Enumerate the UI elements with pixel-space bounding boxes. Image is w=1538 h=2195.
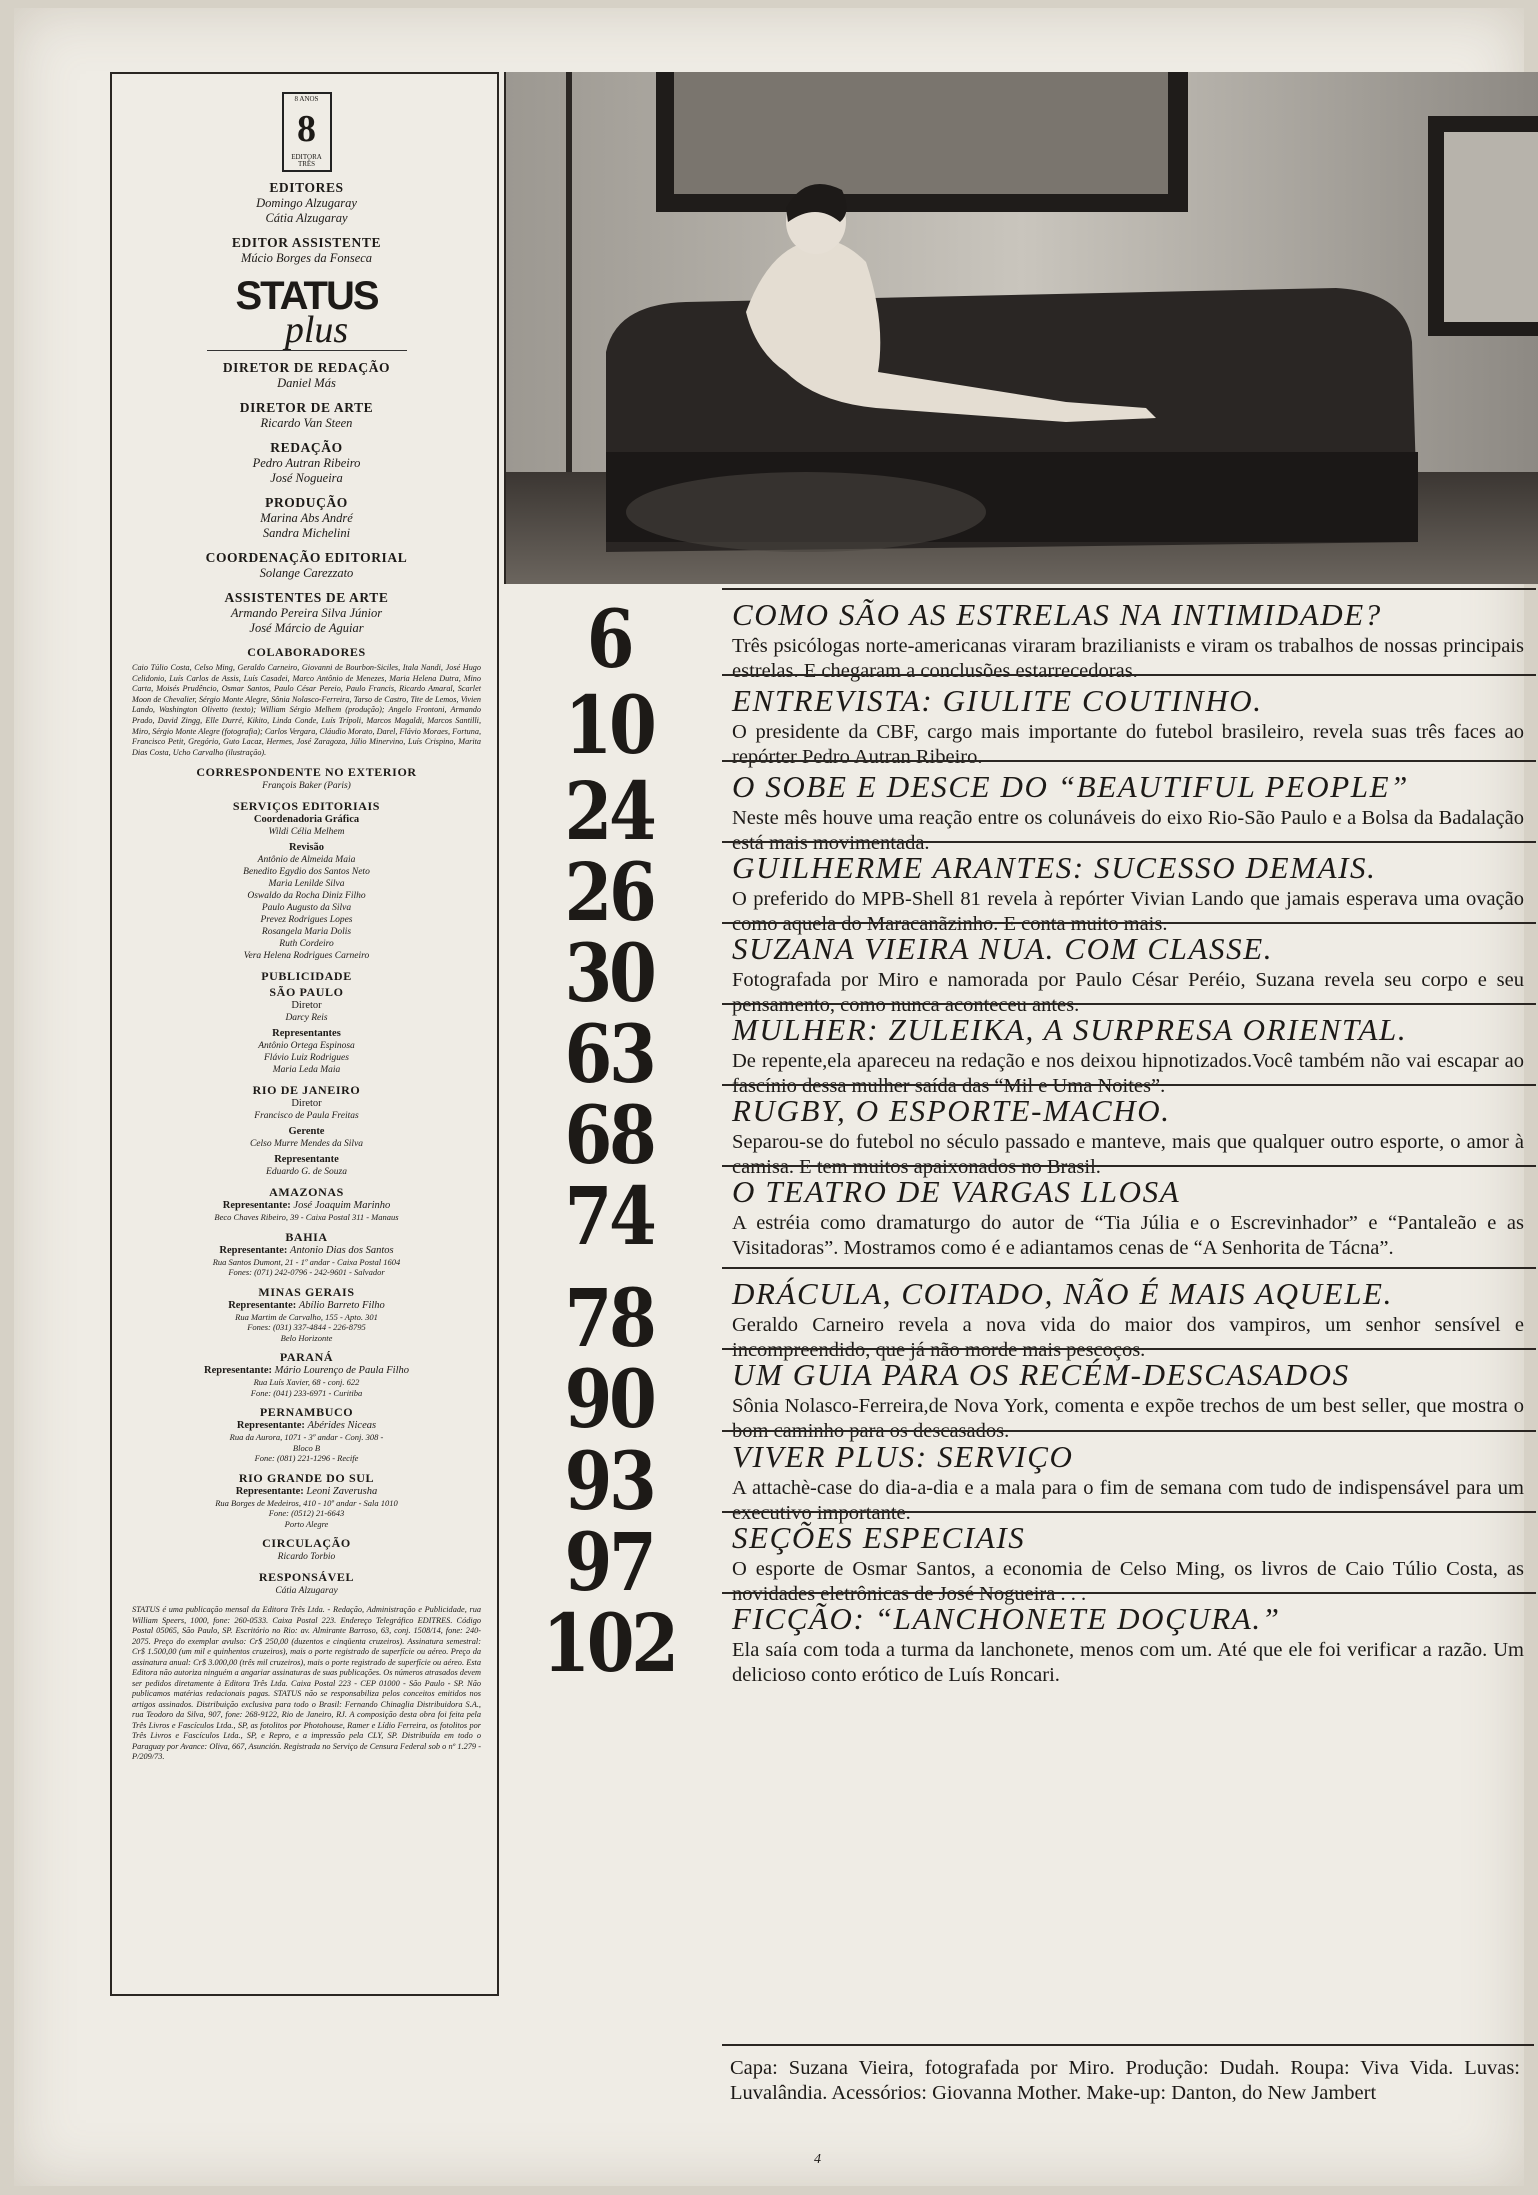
sp-representante-name: Antônio Ortega Espinosa (258, 1041, 355, 1052)
rio-gerente-name: Celso Murre Mendes da Silva (249, 1139, 364, 1150)
entry-description: Três psicólogas norte-americanas viraram brazilianists e viram os trabalhos de nossas principais estrelas. E chegaram a conclusões estarrecedoras. (732, 635, 1524, 682)
entry-rule (722, 1165, 1536, 1167)
region-name: BAHIA (285, 1229, 328, 1244)
entry-title: UM GUIA PARA OS RECÉM-DESCASADOS (732, 1357, 1350, 1392)
redacao-name: José Nogueira (270, 471, 343, 485)
circulacao-name: Ricardo Torbio (277, 1552, 336, 1563)
region-address: Fones: (031) 337-4844 - 226-8795 (247, 1322, 366, 1333)
region-representative (132, 1365, 481, 1377)
sp-representante-name: Flávio Luiz Rodrigues (264, 1053, 349, 1064)
region-representative (132, 1300, 481, 1312)
entry-title: MULHER: ZULEIKA, A SURPRESA ORIENTAL. (732, 1012, 1408, 1047)
entry-rule (722, 760, 1536, 762)
region-name: PARANÁ (279, 1350, 334, 1365)
legal-notice: STATUS é uma publicação mensal da Editora Três Ltda. - Redação, Administração e Publicidade, rua William Speers, 1000, fone: 260-0533. Caixa Postal 223. Endereço Telegráfico EDITRES. Código Postal 05065, São Paulo, SP. Escritório no Rio: av. Almirante Barroso, 63, conj. 1508/14, fone: 240-2075. Preço do exemplar avulso: Cr$ 250,00 (duzentos e cinqüenta cruzeiros). Assinatura semestral: Cr$ 1.500,00 (um mil e quinhentos cruzeiros), mais o porte registrado de superfície ou aéreo. Preço da assinatura anual: Cr$ 3.000,00 (três mil cruzeiros), mais o porte registrado de superfície ou aéreo. Esta Editora não autoriza ninguém a angariar assinaturas de suas publicações. Os números atrasados devem ser pedidos diretamente à Editora Três Ltda. Caixa Postal 223 - CEP 01000 - São Paulo - SP. Não publicamos matérias redacionais pagas. STATUS não se responsabiliza pelos conceitos emitidos nos artigos assinados. Distribuição exclusiva para todo o Brasil: Fernando Chinaglia Distribuidora S.A., rua Teodoro da Silva, 907, fone: 268-9122, Rio de Janeiro, RJ. A composição desta obra foi feita pela Três Livros e Fascículos Ltda., SP, as fotolitos por Photohouse, Ramer e Lídio Ferreira, os fotolitos por Três Livros e Fascículos Ltda., SP, e Repro, e a impressão pela CLY, SP. Distribuída em todo o Paraguay por Avance: Oliva, 667, Asunción. Registrada no Serviço de Censura Federal sob o nº 1.279 - P/209/73. (132, 1605, 481, 1762)
editor-assistente-name: Múcio Borges da Fonseca (240, 251, 373, 265)
entry-rule (722, 1430, 1536, 1432)
region-name: MINAS GERAIS (258, 1284, 355, 1299)
assistente-arte-name: Armando Pereira Silva Júnior (230, 606, 383, 620)
entry-rule (722, 1003, 1536, 1005)
rio-diretor-label: Diretor (291, 1098, 322, 1110)
region-representative (132, 1200, 481, 1212)
diretor-arte-label: DIRETOR DE ARTE (239, 400, 374, 415)
page-number-large: 97 (564, 1515, 654, 1609)
region-name: AMAZONAS (269, 1185, 344, 1200)
entry-rule (722, 841, 1536, 843)
region-representative (132, 1420, 481, 1432)
representante-prefix: Representante: (219, 1244, 288, 1256)
masthead-column (110, 72, 499, 1996)
painting (674, 72, 1168, 194)
page-number-large: 10 (564, 678, 654, 772)
entry-rule (722, 1511, 1536, 1513)
region-address: Belo Horizonte (280, 1332, 333, 1343)
entry-description: Fotografada por Miro e namorada por Paulo César Peréio, Suzana revela seu corpo e seu pensamento, como nunca aconteceu antes. (732, 969, 1524, 1016)
circulacao-label: CIRCULAÇÃO (262, 1536, 351, 1551)
revisao-name: Benedito Egydio dos Santos Neto (243, 867, 370, 878)
coordenacao-name: Solange Carezzato (259, 566, 354, 580)
representative-name: Abérides Niceas (307, 1420, 377, 1432)
revisao-label: Revisão (289, 842, 324, 854)
page-number-large: 26 (564, 845, 654, 939)
entry-title: VIVER PLUS: SERVIÇO (732, 1439, 1074, 1474)
correspondente-name: François Baker (Paris) (262, 781, 351, 792)
representante-prefix: Representante: (203, 1365, 273, 1377)
revisao-name: Oswaldo da Rocha Diniz Filho (247, 891, 366, 902)
entry-title: ENTREVISTA: GIULITE COUTINHO. (732, 683, 1263, 718)
region-address: Rua Martim de Carvalho, 155 - Apto. 301 (235, 1311, 378, 1322)
editor-name: Cátia Alzugaray (265, 211, 348, 225)
servicos-label: SERVIÇOS EDITORIAIS (232, 799, 381, 814)
revisao-name: Paulo Augusto da Silva (261, 903, 352, 914)
page-number: 4 (814, 2152, 821, 2167)
status-logo: STATUS (235, 274, 378, 318)
rio-representante-label: Representante (274, 1154, 339, 1166)
region-representative (132, 1486, 481, 1498)
representante-prefix: Representante: (236, 1420, 305, 1432)
colaboradores-label: COLABORADORES (247, 645, 366, 659)
entry-title: GUILHERME ARANTES: SUCESSO DEMAIS. (732, 850, 1377, 885)
entry-title: SUZANA VIEIRA NUA. COM CLASSE. (732, 931, 1274, 966)
representative-name: Antonio Dias dos Santos (290, 1244, 394, 1256)
entry-rule (722, 1267, 1536, 1269)
redacao-name: Pedro Autran Ribeiro (252, 456, 361, 470)
producao-name: Sandra Michelini (262, 526, 351, 540)
entry-title: DRÁCULA, COITADO, NÃO É MAIS AQUELE. (732, 1276, 1393, 1311)
page-number-large: 90 (564, 1352, 654, 1446)
region-address: Porto Alegre (284, 1518, 329, 1529)
rio-gerente-label: Gerente (288, 1126, 325, 1138)
representante-prefix: Representante: (228, 1299, 297, 1311)
revisao-name: Antônio de Almeida Maia (257, 855, 356, 866)
coord-grafica-label: Coordenadoria Gráfica (253, 814, 360, 826)
revisao-name: Prevez Rodrigues Lopes (260, 915, 353, 926)
correspondente-label: CORRESPONDENTE NO EXTERIOR (196, 765, 417, 780)
page-number-large: 6 (586, 592, 632, 686)
page-number-large: 78 (564, 1271, 654, 1365)
region-address: Fone: (081) 221-1296 - Recife (254, 1453, 359, 1464)
page-number-large: 102 (542, 1596, 676, 1690)
entry-title: SEÇÕES ESPECIAIS (732, 1520, 1026, 1555)
logo-number: 8 (297, 107, 316, 150)
entry-description: Geraldo Carneiro revela a nova vida do maior dos vampiros, um senhor sensível e incompreendido, que já não morde mais pescoços. (732, 1314, 1524, 1361)
revisao-name: Vera Helena Rodrigues Carneiro (243, 951, 370, 962)
cover-photo (504, 72, 1538, 584)
entry-title: O SOBE E DESCE DO “BEAUTIFUL PEOPLE” (732, 769, 1410, 804)
entry-rule (722, 1592, 1536, 1594)
editor-assistente-label: EDITOR ASSISTENTE (231, 235, 382, 250)
entry-description: Ela saía com toda a turma da lanchonete, menos com um. Até que ele foi verificar a razão. Um delicioso conto erótico de Luís Roncari. (732, 1639, 1524, 1686)
entry-rule (722, 922, 1536, 924)
rio-representante-name: Eduardo G. de Souza (266, 1167, 347, 1178)
representative-name: José Joaquim Marinho (293, 1200, 391, 1212)
editores-label: EDITORES (269, 180, 344, 195)
diretor-redacao-name: Daniel Más (277, 376, 336, 390)
sp-representantes-label: Representantes (272, 1028, 341, 1040)
window (1444, 132, 1538, 322)
diretor-arte-name: Ricardo Van Steen (260, 416, 353, 430)
entry-title: RUGBY, O ESPORTE-MACHO. (732, 1093, 1171, 1128)
entry-description: Separou-se do futebol no século passado e manteve, mais que qualquer outro esporte, o amor à camisa. E tem muitos apaixonados no Brasil. (732, 1131, 1524, 1178)
regional-representatives (132, 1184, 481, 1529)
representative-name: Mário Lourenço de Paula Filho (274, 1365, 410, 1377)
logo-top-text: 8 ANOS (294, 95, 319, 103)
revisao-name: Maria Lenilde Silva (268, 879, 345, 890)
producao-name: Marina Abs André (260, 511, 353, 525)
page-number-large: 24 (564, 764, 654, 858)
page-number-large: 68 (564, 1088, 654, 1182)
entry-title: FICÇÃO: “LANCHONETE DOÇURA.” (732, 1601, 1281, 1636)
region-address: Fone: (041) 233-6971 - Curitiba (250, 1387, 363, 1398)
region-address: Rua da Aurora, 1071 - 3º andar - Conj. 308 - (229, 1432, 384, 1443)
diretor-redacao-label: DIRETOR DE REDAÇÃO (222, 360, 391, 375)
page-number-large: 74 (564, 1169, 654, 1263)
region-address: Rua Santos Dumont, 21 - 1º andar - Caixa Postal 1604 (212, 1256, 401, 1267)
region-representative (132, 1245, 481, 1257)
publicidade-label: PUBLICIDADE (261, 969, 352, 984)
cover-credit-rule (722, 2044, 1534, 2046)
page-number-large: 63 (564, 1007, 654, 1101)
page-number-large: 30 (564, 926, 654, 1020)
representative-name: Abílio Barreto Filho (298, 1299, 385, 1311)
editor-name: Domingo Alzugaray (256, 196, 357, 210)
sp-diretor-label: Diretor (291, 1000, 322, 1012)
region-address: Rua Borges de Medeiros, 410 - 10º andar - Sala 1010 (215, 1497, 398, 1508)
region-address: Rua Luís Xavier, 68 - conj. 622 (253, 1377, 360, 1388)
representative-name: Leoni Zaverusha (306, 1485, 378, 1497)
representante-prefix: Representante: (222, 1200, 291, 1212)
assistente-arte-name: José Márcio de Aguiar (249, 621, 364, 635)
responsavel-name: Cátia Alzugaray (275, 1586, 338, 1597)
entry-rule (722, 674, 1536, 676)
revisao-list (132, 854, 481, 962)
entry-description: De repente,ela apareceu na redação e nos deixou hipnotizados.Você também não vai escapar ao fascínio dessa mulher saída das “Mil e Uma Noites”. (732, 1050, 1524, 1097)
entry-title: O TEATRO DE VARGAS LLOSA (732, 1174, 1181, 1209)
revisao-name: Rosangela Maria Dolis (261, 927, 352, 938)
redacao-label: REDAÇÃO (270, 440, 343, 455)
colaboradores-text: Caio Túlio Costa, Celso Ming, Geraldo Carneiro, Giovanni de Bourbon-Siciles, Itala Nandi, José Hugo Celidonio, Luís Carlos de Assis, Luís Casadei, Marco Antônio de Menezes, Maria Helena Dutra, Mino Carta, Moisés Prudêncio, Osmar Santos, Paulo César Pereio, Paulo Francis, Ricardo Amaral, Scarlet Moon de Chevalier, Sérgio Monte Alegre, Sônia Nolasco-Ferreira, Tarso de Castro, Tite de Lemos, Vivien Lando, Washington Olivetto (texto); William Sérgio Melhem (produção); Angelo Frontoni, Armando Prado, David Zingg, Elle Durré, Kikito, Linda Conde, Luís Trípoli, Marcos Magaldi, Marcos Santilli, Miro, Sérgio Monte Alegre (fotografia); Carlos Vergara, Cláudio Morato, Darel, Flávio Moraes, Fortuna, Francisco Petit, Gregório, Guto Lacaz, Hermes, José Zaragoza, Júlio Minervino, Luís Crispino, Marita Dias Costa, Ucho Carvalho (ilustração). (132, 663, 481, 757)
magazine-page (14, 8, 1524, 2186)
coord-grafica-name: Wildi Célia Melhem (268, 827, 345, 838)
region-name: PERNAMBUCO (259, 1405, 354, 1420)
sp-diretor-name: Darcy Reis (285, 1013, 328, 1024)
region-address: Fones: (071) 242-0796 - 242-9601 - Salvador (228, 1267, 385, 1278)
sao-paulo-label: SÃO PAULO (269, 985, 344, 1000)
entry-description: A attachè-case do dia-a-dia e a mala para o fim de semana com tudo de indispensável para um executivo importante. (732, 1477, 1524, 1524)
entry-description: O presidente da CBF, cargo mais importante do futebol brasileiro, revela suas três faces ao repórter Pedro Autran Ribeiro. (732, 721, 1524, 768)
region-address: Fone: (0512) 21-6643 (268, 1508, 345, 1519)
region-address: Beco Chaves Ribeiro, 39 - Caixa Postal 311 - Manaus (214, 1212, 399, 1223)
entry-description: Neste mês houve uma reação entre os colunáveis do eixo Rio-São Paulo e a Bolsa da Badalação está mais movimentada. (732, 807, 1524, 854)
region-address: Bloco B (292, 1442, 321, 1453)
region-name: RIO GRANDE DO SUL (238, 1470, 375, 1485)
producao-label: PRODUÇÃO (265, 495, 348, 510)
rio-diretor-name: Francisco de Paula Freitas (254, 1111, 359, 1122)
page-number-large: 93 (564, 1434, 654, 1528)
logo-bottom-text: EDITORA TRÊS (291, 153, 322, 168)
entry-rule (722, 1084, 1536, 1086)
entry-rule (722, 588, 1536, 590)
entry-rule (722, 1348, 1536, 1350)
entry-description: A estréia como dramaturgo do autor de “Tia Júlia e o Escrevinhador” e “Pantaleão e as Visitadoras”. Mostramos como é e adiantamos cenas de “A Senhorita de Tácna”. (732, 1212, 1524, 1259)
rio-label: RIO DE JANEIRO (252, 1083, 361, 1098)
entry-description: O preferido do MPB-Shell 81 revela à repórter Vivian Lando que jamais esperava uma ovação como aquela do Maracanãzinho. E conta muito mais. (732, 888, 1524, 935)
entry-description: O esporte de Osmar Santos, a economia de Celso Ming, os livros de Caio Túlio Costa, as novidades eletrônicas de José Nogueira . . . (732, 1558, 1524, 1605)
sofa-highlight (626, 472, 986, 552)
revisao-name: Ruth Cordeiro (279, 939, 334, 950)
responsavel-label: RESPONSÁVEL (258, 1570, 355, 1585)
entry-title: COMO SÃO AS ESTRELAS NA INTIMIDADE? (732, 597, 1382, 632)
assistentes-arte-label: ASSISTENTES DE ARTE (224, 590, 389, 605)
editora-tres-logo (282, 92, 332, 172)
entry-description: Sônia Nolasco-Ferreira,de Nova York, comenta e expõe trechos de um best seller, que mostra o bom caminho para os descasados. (732, 1395, 1524, 1442)
coordenacao-label: COORDENAÇÃO EDITORIAL (205, 550, 408, 565)
representante-prefix: Representante: (235, 1485, 304, 1497)
cover-credit: Capa: Suzana Vieira, fotografada por Miro. Produção: Dudah. Roupa: Viva Vida. Luvas: Luvalândia. Acessórios: Giovanna Mother. Make-up: Danton, do New Jambert (730, 2057, 1520, 2104)
sp-representante-name: Maria Leda Maia (272, 1065, 341, 1076)
photo-illustration (506, 72, 1538, 584)
plus-logo: plus (284, 309, 349, 351)
